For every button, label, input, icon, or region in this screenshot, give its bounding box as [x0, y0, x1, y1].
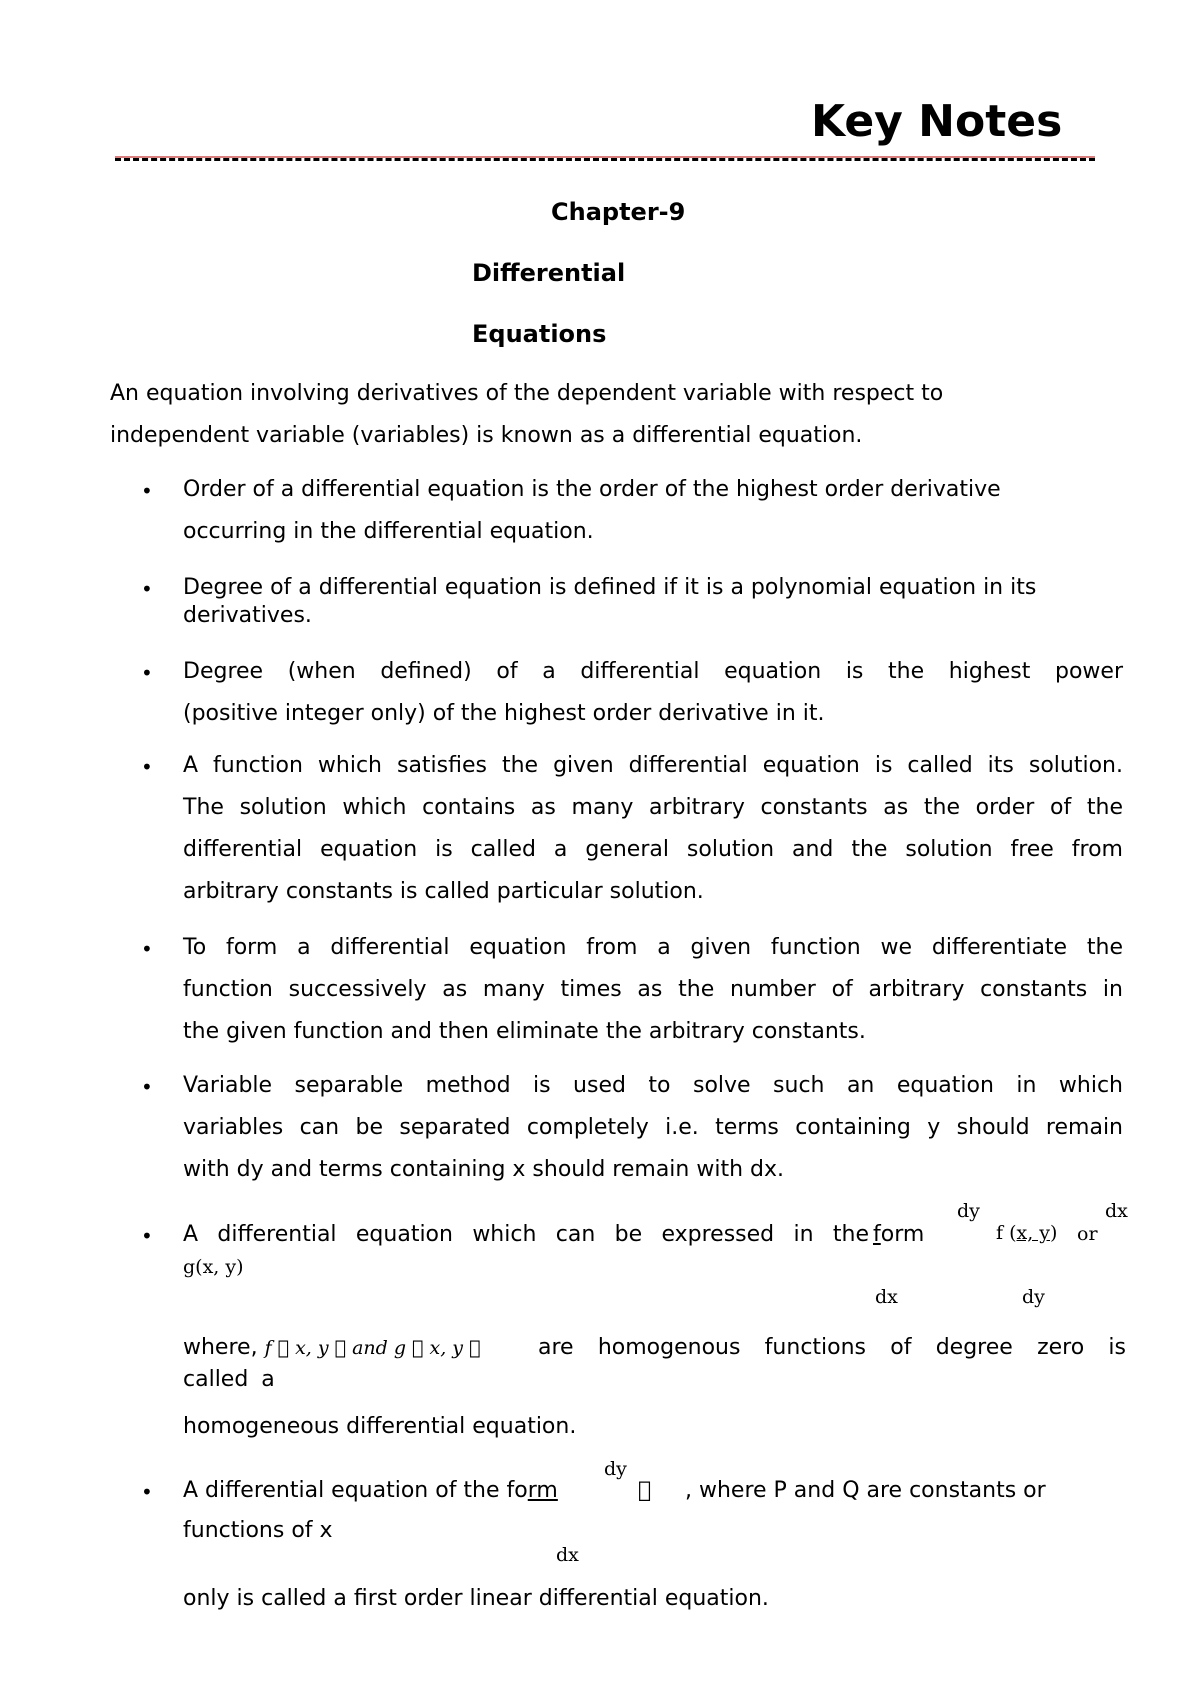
chapter-title-line2: Equations [472, 320, 607, 348]
bullet-1-line-1: Order of a differential equation is the order of the highest order derivative [183, 477, 1001, 502]
bullet-7-called: called a [183, 1367, 275, 1392]
bullet-7-final-line: homogeneous differential equation. [183, 1414, 577, 1439]
bullet-7-line-1: A differential equation which can be expressed in the [183, 1222, 869, 1247]
chapter-title-line1: Differential [472, 259, 626, 287]
intro-line-2: independent variable (variables) is known as a differential equation. [110, 423, 863, 448]
bullet-7-g-expression: g(x, y) [183, 1256, 244, 1278]
bullet-8-placeholder-box:   [638, 1478, 652, 1503]
bullet-5-line-3: the given function and then eliminate the arbitrary constants. [183, 1019, 866, 1044]
bullet-6-line-1: Variable separable method is used to solve such an equation in which [183, 1073, 1123, 1098]
bullet-2-line-1: Degree of a differential equation is defined if it is a polynomial equation in its [183, 575, 1037, 600]
bullet-7-dx-denominator: dx [875, 1286, 898, 1308]
bullet-icon: • [141, 661, 153, 685]
bullet-3-line-2: (positive integer only) of the highest order derivative in it. [183, 701, 825, 726]
bullet-7-dy-denominator: dy [1022, 1286, 1045, 1308]
bullet-icon: • [141, 479, 153, 503]
bullet-7-or: or [1077, 1223, 1098, 1245]
bullet-4-line-3: differential equation is called a general solution and the solution free from [183, 837, 1123, 862]
page-header-title: Key Notes [811, 96, 1063, 147]
bullet-icon: • [141, 1224, 153, 1248]
bullet-7-where-rest: are homogenous functions of degree zero is [538, 1335, 1126, 1360]
bullet-icon: • [141, 577, 153, 601]
bullet-icon: • [141, 755, 153, 779]
bullet-icon: • [141, 1075, 153, 1099]
bullet-8-line-2: functions of x [183, 1518, 333, 1543]
bullet-8-dx-denominator: dx [556, 1544, 579, 1566]
bullet-5-line-2: function successively as many times as the number of arbitrary constants in [183, 977, 1123, 1002]
bullet-7-where-line: where, f   x, y   and g   x, y   [183, 1335, 481, 1360]
header-rule-dashed [115, 158, 1095, 161]
bullet-8-dy-numerator: dy [604, 1458, 627, 1480]
bullet-4-line-1: A function which satisfies the given differential equation is called its solution. [183, 753, 1123, 778]
bullet-8-line-1-rest: , where P and Q are constants or [685, 1478, 1046, 1503]
bullet-4-line-4: arbitrary constants is called particular solution. [183, 879, 704, 904]
bullet-icon: • [141, 1480, 153, 1504]
bullet-5-line-1: To form a differential equation from a given function we differentiate the [183, 935, 1123, 960]
bullet-8-line-1: A differential equation of the form [183, 1478, 558, 1503]
bullet-3-line-1: Degree (when defined) of a differential equation is the highest power [183, 659, 1123, 684]
bullet-4-line-2: The solution which contains as many arbitrary constants as the order of the [183, 795, 1123, 820]
bullet-2-line-2: derivatives. [183, 603, 312, 628]
bullet-7-dy-numerator: dy [957, 1200, 980, 1222]
chapter-number: Chapter-9 [551, 198, 686, 226]
bullet-7-form-word: form [873, 1222, 925, 1247]
bullet-7-f-expression: f (x, y) [996, 1222, 1058, 1244]
bullet-7-dx-numerator: dx [1105, 1200, 1128, 1222]
bullet-1-line-2: occurring in the differential equation. [183, 519, 594, 544]
bullet-8-final-line: only is called a first order linear differential equation. [183, 1586, 769, 1611]
bullet-6-line-3: with dy and terms containing x should remain with dx. [183, 1157, 785, 1182]
bullet-6-line-2: variables can be separated completely i.e. terms containing y should remain [183, 1115, 1123, 1140]
intro-line-1: An equation involving derivatives of the dependent variable with respect to [110, 381, 944, 406]
bullet-icon: • [141, 937, 153, 961]
